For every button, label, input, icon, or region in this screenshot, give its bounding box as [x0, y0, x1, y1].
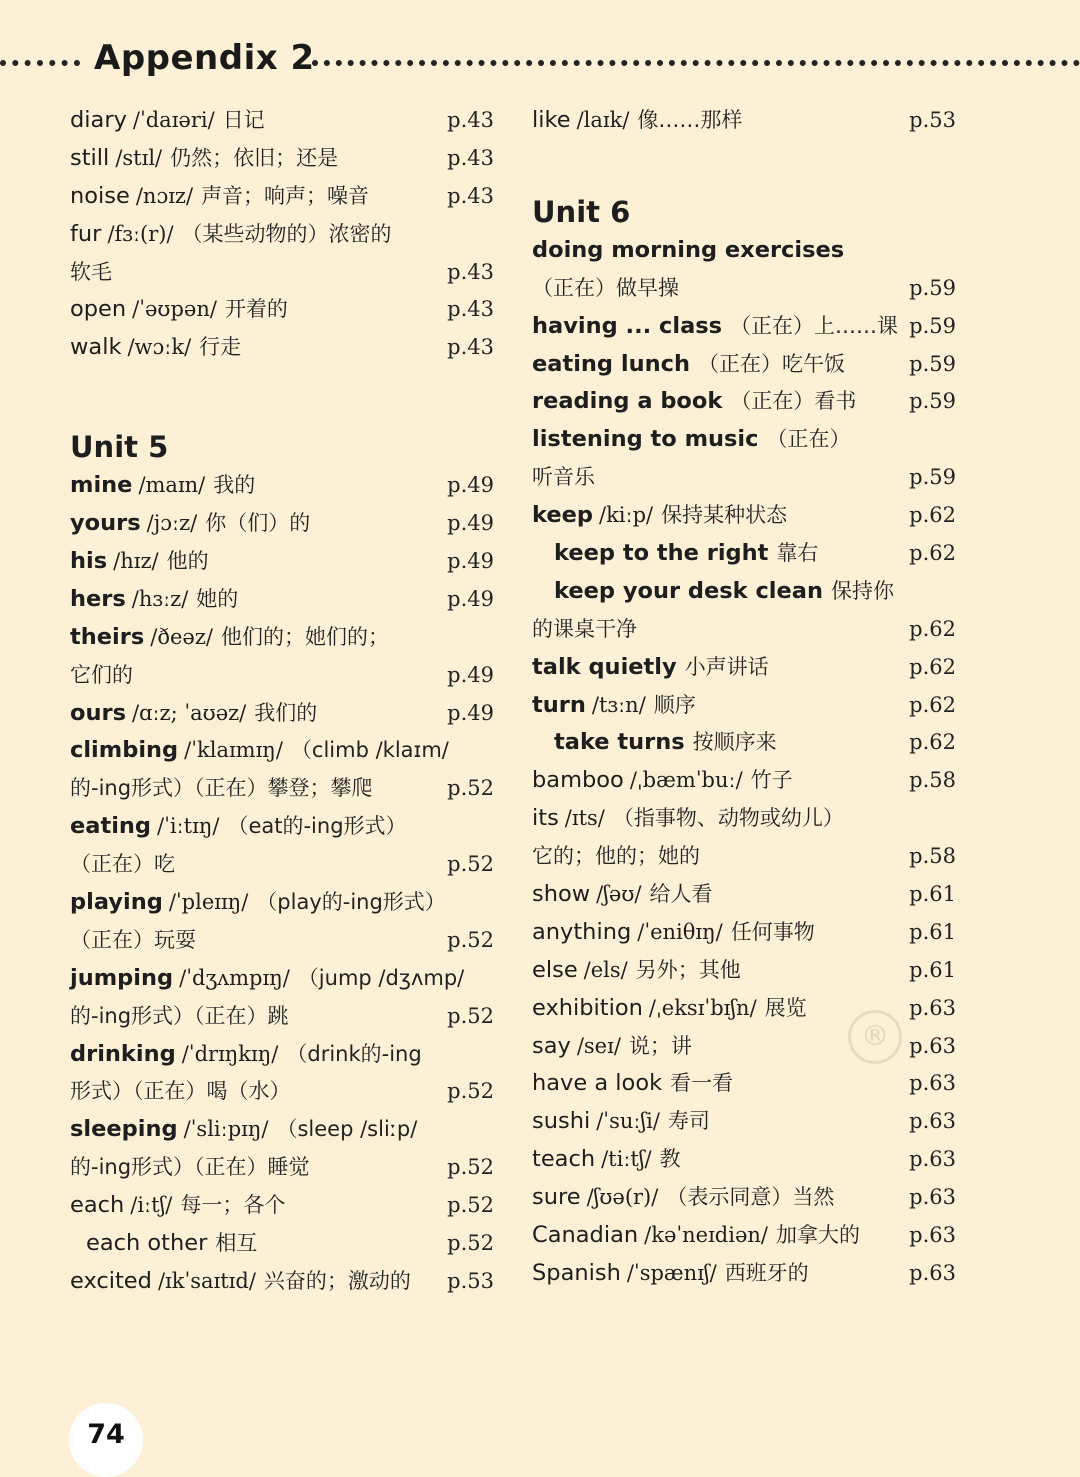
entry-phonetic: /ˈeniθɪŋ/	[637, 919, 723, 944]
vocab-entry	[532, 611, 956, 649]
entry-meaning: （正在）吃午饭	[697, 351, 845, 376]
vocab-entry	[70, 1225, 494, 1263]
vocab-entry	[532, 1217, 956, 1255]
entry-phonetic: /kəˈneɪdiən/	[644, 1223, 768, 1248]
entry-meaning: （正在）看书	[730, 389, 857, 414]
entry-meaning: 的-ing形式）（正在）睡觉	[70, 1155, 310, 1180]
entry-phonetic: /fɜː(r)/	[107, 221, 174, 246]
vocab-entry	[532, 308, 956, 346]
entry-phonetic: /ɪts/	[564, 806, 605, 831]
entry-phonetic: /ɪkˈsaɪtɪd/	[157, 1268, 256, 1293]
entry-phonetic: /ˈsuːʃi/	[596, 1109, 660, 1134]
entry-meaning: 他们的；她们的；	[220, 624, 389, 649]
entry-phonetic: /tɜːn/	[591, 692, 646, 717]
entry-page-ref: p.63	[909, 1223, 956, 1248]
unit-6-list	[532, 232, 956, 1293]
entry-word: its	[532, 805, 559, 832]
entry-phonetic: /ðeəz/	[150, 624, 213, 649]
entry-meaning: 兴奋的；激动的	[263, 1268, 411, 1293]
entry-word: jumping	[70, 964, 174, 991]
entry-meaning: （正在）玩耍	[70, 927, 196, 952]
entry-meaning: 展览	[764, 995, 807, 1020]
entry-meaning: 西班牙的	[724, 1260, 809, 1285]
vocab-entry	[70, 732, 494, 770]
vocab-entry	[532, 459, 956, 497]
entry-meaning: 说；讲	[628, 1033, 692, 1058]
entry-word: ours	[70, 699, 126, 726]
entry-page-ref: p.52	[447, 1155, 494, 1180]
entry-meaning: 顺序	[653, 692, 696, 717]
vocab-entry	[532, 270, 956, 308]
entry-page-ref: p.49	[447, 700, 494, 725]
vocab-entry	[532, 421, 956, 459]
vocab-entry	[532, 232, 956, 270]
vocab-entry	[70, 960, 494, 998]
entry-phonetic: /ʃəʊ/	[596, 882, 642, 907]
page-title: Appendix 2	[94, 38, 315, 78]
entry-word: fur	[70, 220, 102, 247]
entry-page-ref: p.53	[447, 1268, 494, 1293]
entry-meaning: （正在）吃	[70, 852, 175, 877]
entry-phonetic: /stɪl/	[115, 145, 163, 170]
entry-page-ref: p.43	[447, 335, 494, 360]
entry-word: take turns	[554, 729, 685, 756]
entry-meaning: 我的	[213, 473, 256, 498]
entry-word: keep	[532, 502, 593, 529]
vocab-entry	[70, 1036, 494, 1074]
entry-meaning: 靠右	[776, 541, 819, 566]
entry-meaning: 听音乐	[532, 465, 595, 490]
entry-meaning: 你（们）的	[205, 511, 311, 536]
entry-meaning: 仍然；依旧；还是	[170, 145, 339, 170]
entry-meaning: （正在）做早操	[532, 275, 679, 300]
entry-page-ref: p.62	[909, 730, 956, 755]
entry-word: eating lunch	[532, 350, 690, 377]
vocab-entry	[70, 329, 494, 367]
entry-page-ref: p.58	[909, 768, 956, 793]
entry-meaning: 保持你	[830, 578, 894, 603]
vocab-entry	[70, 1263, 494, 1301]
entry-meaning: 任何事物	[730, 919, 815, 944]
right-top-list	[532, 102, 956, 140]
entry-page-ref: p.61	[909, 957, 956, 982]
entry-page-ref: p.61	[909, 882, 956, 907]
entry-page-ref: p.49	[447, 662, 494, 687]
entry-word: turn	[532, 691, 586, 718]
unit-5-list	[70, 467, 494, 1301]
entry-page-ref: p.53	[909, 108, 956, 132]
entry-meaning: （drink的-ing	[286, 1041, 422, 1066]
entry-phonetic: /nɔɪz/	[135, 183, 194, 208]
entry-meaning: 日记	[222, 108, 265, 132]
vocab-entry	[70, 808, 494, 846]
vocab-entry	[70, 543, 494, 581]
entry-page-ref: p.49	[447, 586, 494, 611]
entry-word: Canadian	[532, 1222, 639, 1249]
entry-word: having ... class	[532, 312, 723, 339]
entry-page-ref: p.43	[447, 145, 494, 170]
entry-page-ref: p.59	[909, 351, 956, 376]
entry-phonetic: /ˈpleɪɪŋ/	[168, 890, 249, 915]
vocab-entry	[532, 838, 956, 876]
entry-word: hers	[70, 585, 126, 612]
entry-phonetic: /ˈdrɪŋkɪŋ/	[181, 1041, 279, 1066]
entry-page-ref: p.63	[909, 1033, 956, 1058]
vocab-entry	[532, 762, 956, 800]
entry-meaning: 我们的	[254, 700, 318, 725]
entry-page-ref: p.58	[909, 844, 956, 869]
unit-5-heading: Unit 5	[70, 430, 169, 465]
entry-word: bamboo	[532, 767, 624, 794]
entry-phonetic: /ˈəʊpən/	[132, 297, 217, 322]
entry-page-ref: p.59	[909, 465, 956, 490]
header-dots-left	[0, 60, 80, 66]
spacer	[532, 140, 956, 190]
vocab-entry	[70, 619, 494, 657]
entry-meaning: （某些动物的）浓密的	[181, 221, 392, 246]
entry-phonetic: /hɪz/	[113, 549, 159, 574]
spacer	[70, 367, 494, 425]
entry-word: listening to music	[532, 426, 759, 453]
entry-page-ref: p.62	[909, 654, 956, 679]
vocab-entry	[532, 876, 956, 914]
entry-word: each other	[86, 1230, 208, 1257]
vocab-entry	[532, 535, 956, 573]
entry-word: open	[70, 296, 127, 323]
right-column	[532, 102, 956, 1293]
entry-phonetic: /ˈsliːpɪŋ/	[183, 1117, 269, 1142]
entry-phonetic: /laɪk/	[576, 108, 630, 132]
entry-meaning: 小声讲话	[684, 654, 769, 679]
entry-meaning: 竹子	[750, 768, 793, 793]
entry-word: mine	[70, 472, 133, 499]
entry-page-ref: p.63	[909, 1260, 956, 1285]
entry-page-ref: p.63	[909, 1185, 956, 1210]
vocab-entry	[532, 952, 956, 990]
left-top-list	[70, 102, 494, 367]
entry-meaning: 形式）（正在）喝（水）	[70, 1079, 291, 1104]
entry-phonetic: /ʃʊə(r)/	[586, 1185, 659, 1210]
vocab-entry	[70, 254, 494, 292]
entry-word: teach	[532, 1146, 596, 1173]
vocab-entry	[532, 1028, 956, 1066]
entry-phonetic: /seɪ/	[576, 1033, 621, 1058]
entry-page-ref: p.52	[447, 1231, 494, 1256]
entry-meaning: 它的；他的；她的	[532, 844, 700, 869]
vocab-entry	[70, 998, 494, 1036]
entry-page-ref: p.52	[447, 1079, 494, 1104]
entry-word: like	[532, 107, 571, 133]
entry-phonetic: /iːtʃ/	[130, 1193, 173, 1218]
entry-word: sushi	[532, 1108, 591, 1135]
entry-word: still	[70, 144, 110, 171]
entry-phonetic: /wɔːk/	[127, 335, 192, 360]
vocab-entry	[532, 346, 956, 384]
entry-word: excited	[70, 1267, 152, 1294]
vocab-entry	[532, 383, 956, 421]
entry-phonetic: /ɑːz; ˈaʊəz/	[131, 700, 247, 725]
vocab-entry	[532, 990, 956, 1028]
entry-meaning: （正在）上……课	[730, 313, 899, 338]
entry-page-ref: p.62	[909, 503, 956, 528]
vocab-entry	[532, 1255, 956, 1293]
vocab-entry	[532, 724, 956, 762]
vocab-entry	[70, 102, 494, 140]
entry-phonetic: /maɪn/	[138, 473, 206, 498]
entry-word: exhibition	[532, 994, 643, 1021]
entry-meaning: （sleep /sliːp/	[276, 1117, 418, 1142]
entry-phonetic: /hɜːz/	[131, 586, 189, 611]
entry-word: talk quietly	[532, 653, 677, 680]
vocab-entry	[532, 1103, 956, 1141]
vocab-entry	[532, 1065, 956, 1103]
entry-word: doing morning exercises	[532, 236, 845, 263]
vocab-entry	[532, 102, 956, 140]
entry-meaning: 给人看	[649, 882, 713, 907]
entry-meaning: 声音；响声；噪音	[201, 183, 370, 208]
entry-page-ref: p.59	[909, 275, 956, 300]
page-number: 74	[69, 1403, 143, 1477]
entry-page-ref: p.49	[447, 473, 494, 498]
entry-meaning: 看一看	[670, 1071, 734, 1096]
entry-page-ref: p.63	[909, 1109, 956, 1134]
entry-word: his	[70, 548, 108, 575]
entry-word: have a look	[532, 1070, 663, 1097]
entry-word: anything	[532, 918, 632, 945]
entry-page-ref: p.61	[909, 919, 956, 944]
entry-meaning: （climb /klaɪm/	[290, 738, 449, 763]
entry-word: each	[70, 1192, 125, 1219]
entry-meaning: （eat的-ing形式）	[227, 814, 407, 839]
vocab-entry	[70, 178, 494, 216]
entry-meaning: （指事物、动物或幼儿）	[612, 806, 844, 831]
vocab-entry	[532, 1179, 956, 1217]
vocab-entry	[70, 922, 494, 960]
vocab-entry	[70, 770, 494, 808]
vocab-entry	[532, 914, 956, 952]
entry-phonetic: /kiːp/	[599, 503, 654, 528]
entry-page-ref: p.52	[447, 1193, 494, 1218]
entry-word: diary	[70, 107, 127, 133]
vocab-entry	[70, 581, 494, 619]
entry-page-ref: p.52	[447, 927, 494, 952]
entry-page-ref: p.62	[909, 616, 956, 641]
entry-page-ref: p.62	[909, 541, 956, 566]
entry-meaning: 寿司	[667, 1109, 710, 1134]
entry-meaning: 加拿大的	[776, 1223, 860, 1248]
registered-mark-icon: ®	[848, 1010, 902, 1064]
entry-page-ref: p.52	[447, 776, 494, 801]
entry-page-ref: p.52	[447, 852, 494, 877]
entry-word: noise	[70, 182, 130, 209]
entry-page-ref: p.43	[447, 183, 494, 208]
header-dots-right	[312, 60, 1080, 66]
left-column	[70, 102, 494, 1301]
vocab-entry	[532, 573, 956, 611]
appendix-header	[0, 36, 1080, 92]
vocab-entry	[70, 1149, 494, 1187]
vocab-entry	[532, 1141, 956, 1179]
vocab-entry	[532, 687, 956, 725]
vocab-entry	[70, 884, 494, 922]
entry-word: eating	[70, 813, 152, 840]
entry-phonetic: /tiːtʃ/	[601, 1147, 652, 1172]
vocab-entry	[70, 291, 494, 329]
entry-page-ref: p.62	[909, 692, 956, 717]
entry-meaning: 保持某种状态	[661, 503, 788, 528]
entry-page-ref: p.63	[909, 1071, 956, 1096]
vocab-entry	[532, 497, 956, 535]
entry-phonetic: /ˈspænɪʃ/	[626, 1260, 717, 1285]
entry-meaning: 她的	[196, 586, 239, 611]
entry-page-ref: p.59	[909, 389, 956, 414]
entry-word: keep your desk clean	[554, 577, 823, 604]
vocab-entry	[70, 695, 494, 733]
entry-word: yours	[70, 510, 141, 537]
entry-word: Spanish	[532, 1259, 621, 1286]
vocab-entry	[70, 140, 494, 178]
entry-word: reading a book	[532, 388, 723, 415]
vocab-entry	[70, 1187, 494, 1225]
entry-page-ref: p.59	[909, 313, 956, 338]
entry-page-ref: p.43	[447, 108, 494, 132]
entry-page-ref: p.49	[447, 549, 494, 574]
entry-meaning: 按顺序来	[692, 730, 777, 755]
entry-phonetic: /ˌbæmˈbuː/	[629, 768, 743, 793]
entry-meaning: 的课桌干净	[532, 616, 637, 641]
entry-meaning: （正在）	[766, 427, 851, 452]
vocab-entry	[70, 505, 494, 543]
entry-word: sleeping	[70, 1116, 178, 1143]
entry-page-ref: p.63	[909, 995, 956, 1020]
unit-6-heading: Unit 6	[532, 194, 631, 229]
entry-word: keep to the right	[554, 540, 769, 567]
vocab-entry	[70, 657, 494, 695]
entry-meaning: 相互	[215, 1231, 258, 1256]
vocab-entry	[532, 800, 956, 838]
entry-word: show	[532, 881, 591, 908]
vocab-entry	[70, 1111, 494, 1149]
entry-word: else	[532, 956, 578, 983]
entry-word: theirs	[70, 623, 145, 650]
entry-word: walk	[70, 334, 122, 361]
entry-meaning: 他的	[166, 549, 209, 574]
vocab-entry	[70, 467, 494, 505]
entry-phonetic: /ˈdʒʌmpɪŋ/	[179, 965, 290, 990]
entry-phonetic: /els/	[583, 957, 628, 982]
entry-phonetic: /ˈiːtɪŋ/	[157, 814, 220, 839]
entry-word: drinking	[70, 1040, 176, 1067]
entry-meaning: 另外；其他	[635, 957, 741, 982]
entry-meaning: （play的-ing形式）	[256, 890, 446, 915]
entry-meaning: 它们的	[70, 662, 133, 687]
entry-page-ref: p.52	[447, 1003, 494, 1028]
entry-word: playing	[70, 889, 163, 916]
entry-word: sure	[532, 1184, 581, 1211]
entry-page-ref: p.63	[909, 1147, 956, 1172]
entry-meaning: 像……那样	[637, 108, 743, 132]
vocab-entry	[70, 216, 494, 254]
vocab-entry	[532, 649, 956, 687]
entry-page-ref: p.43	[447, 259, 494, 284]
entry-meaning: （表示同意）当然	[666, 1185, 835, 1210]
vocab-entry	[70, 846, 494, 884]
entry-meaning: 教	[659, 1147, 681, 1172]
entry-meaning: 的-ing形式）（正在）跳	[70, 1003, 289, 1028]
entry-phonetic: /ˌeksɪˈbɪʃn/	[648, 995, 757, 1020]
entry-word: climbing	[70, 737, 179, 764]
entry-phonetic: /jɔːz/	[146, 511, 198, 536]
entry-meaning: 的-ing形式）（正在）攀登；攀爬	[70, 776, 373, 801]
entry-meaning: （jump /dʒʌmp/	[297, 965, 465, 990]
entry-meaning: 每一；各个	[180, 1193, 286, 1218]
entry-page-ref: p.43	[447, 297, 494, 322]
entry-meaning: 开着的	[224, 297, 288, 322]
entry-meaning: 行走	[199, 335, 242, 360]
entry-page-ref: p.49	[447, 511, 494, 536]
vocab-entry	[70, 1073, 494, 1111]
entry-phonetic: /ˈdaɪəri/	[132, 108, 215, 132]
entry-phonetic: /ˈklaɪmɪŋ/	[184, 738, 283, 763]
entry-word: say	[532, 1032, 571, 1059]
entry-meaning: 软毛	[70, 259, 112, 284]
